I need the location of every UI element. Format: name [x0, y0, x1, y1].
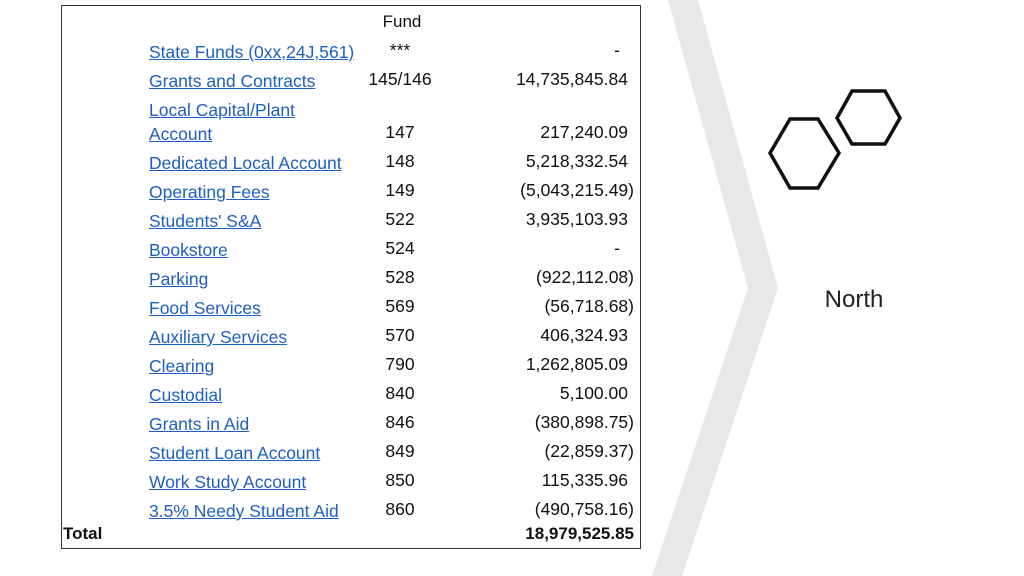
fund-name-link[interactable]: 3.5% Needy Student Aid: [149, 501, 339, 521]
fund-code: 149: [385, 180, 415, 200]
fund-amount: 3,935,103.93: [525, 209, 628, 229]
fund-code: 145/146: [368, 69, 432, 89]
fund-amount: -: [614, 40, 620, 60]
fund-name-link[interactable]: Custodial: [149, 385, 222, 405]
fund-name-link[interactable]: Work Study Account: [149, 472, 307, 492]
fund-name-link[interactable]: Operating Fees: [149, 182, 270, 202]
fund-amount: (922,112.08): [536, 267, 634, 287]
fund-code: 528: [385, 267, 415, 287]
fund-code: 850: [385, 470, 415, 490]
fund-name-link[interactable]: Grants in Aid: [149, 414, 250, 434]
fund-amount: (22,859.37): [544, 441, 634, 461]
fund-name-link[interactable]: Bookstore: [149, 240, 228, 260]
fund-amount: (490,758.16): [534, 499, 634, 519]
fund-amount: 5,100.00: [559, 383, 628, 403]
fund-amount: (5,043,215.49): [520, 180, 634, 200]
fund-code: 846: [385, 412, 415, 432]
fund-amount: (56,718.68): [544, 296, 634, 316]
fund-code: 148: [385, 151, 415, 171]
fund-amount: (380,898.75): [534, 412, 634, 432]
fund-amount: 406,324.93: [540, 325, 628, 345]
fund-name-link[interactable]: Clearing: [149, 356, 215, 376]
fund-name-link[interactable]: Students' S&A: [149, 211, 262, 231]
hexagon-icon: [837, 91, 900, 144]
fund-code: 147: [385, 122, 415, 142]
fund-name-link[interactable]: Grants and Contracts: [149, 71, 316, 91]
fund-code: 840: [385, 383, 415, 403]
fund-amount: 14,735,845.84: [516, 69, 628, 89]
fund-code: ***: [389, 40, 411, 60]
fund-amount: 217,240.09: [540, 122, 628, 142]
fund-code: 522: [385, 209, 415, 229]
fund-code: 524: [385, 238, 415, 258]
fund-code: 570: [385, 325, 415, 345]
hexagon-decoration: [760, 85, 910, 195]
fund-amount: 5,218,332.54: [525, 151, 628, 171]
fund-name-link[interactable]: Parking: [149, 269, 209, 289]
total-label: Total: [63, 524, 103, 543]
fund-amount: 115,335.96: [541, 470, 628, 490]
region-label: North: [824, 286, 884, 313]
funds-table: [61, 5, 641, 549]
fund-code: 790: [385, 354, 415, 374]
fund-code: 569: [385, 296, 415, 316]
fund-column-header: Fund: [382, 12, 422, 31]
fund-code: 849: [385, 441, 415, 461]
fund-amount: 1,262,805.09: [525, 354, 628, 374]
fund-name-link[interactable]: Auxiliary Services: [149, 327, 288, 347]
fund-name-link[interactable]: Student Loan Account: [149, 443, 321, 463]
hexagon-icon: [770, 119, 839, 188]
fund-amount: -: [614, 238, 620, 258]
fund-name-link[interactable]: Dedicated Local Account: [149, 153, 342, 173]
fund-code: 860: [385, 499, 415, 519]
fund-name-link[interactable]: Food Services: [149, 298, 261, 318]
fund-name-link[interactable]: State Funds (0xx,24J,561): [149, 42, 355, 62]
total-amount: 18,979,525.85: [525, 524, 634, 543]
fund-name-link[interactable]: Local Capital/Plant Account: [149, 100, 295, 144]
